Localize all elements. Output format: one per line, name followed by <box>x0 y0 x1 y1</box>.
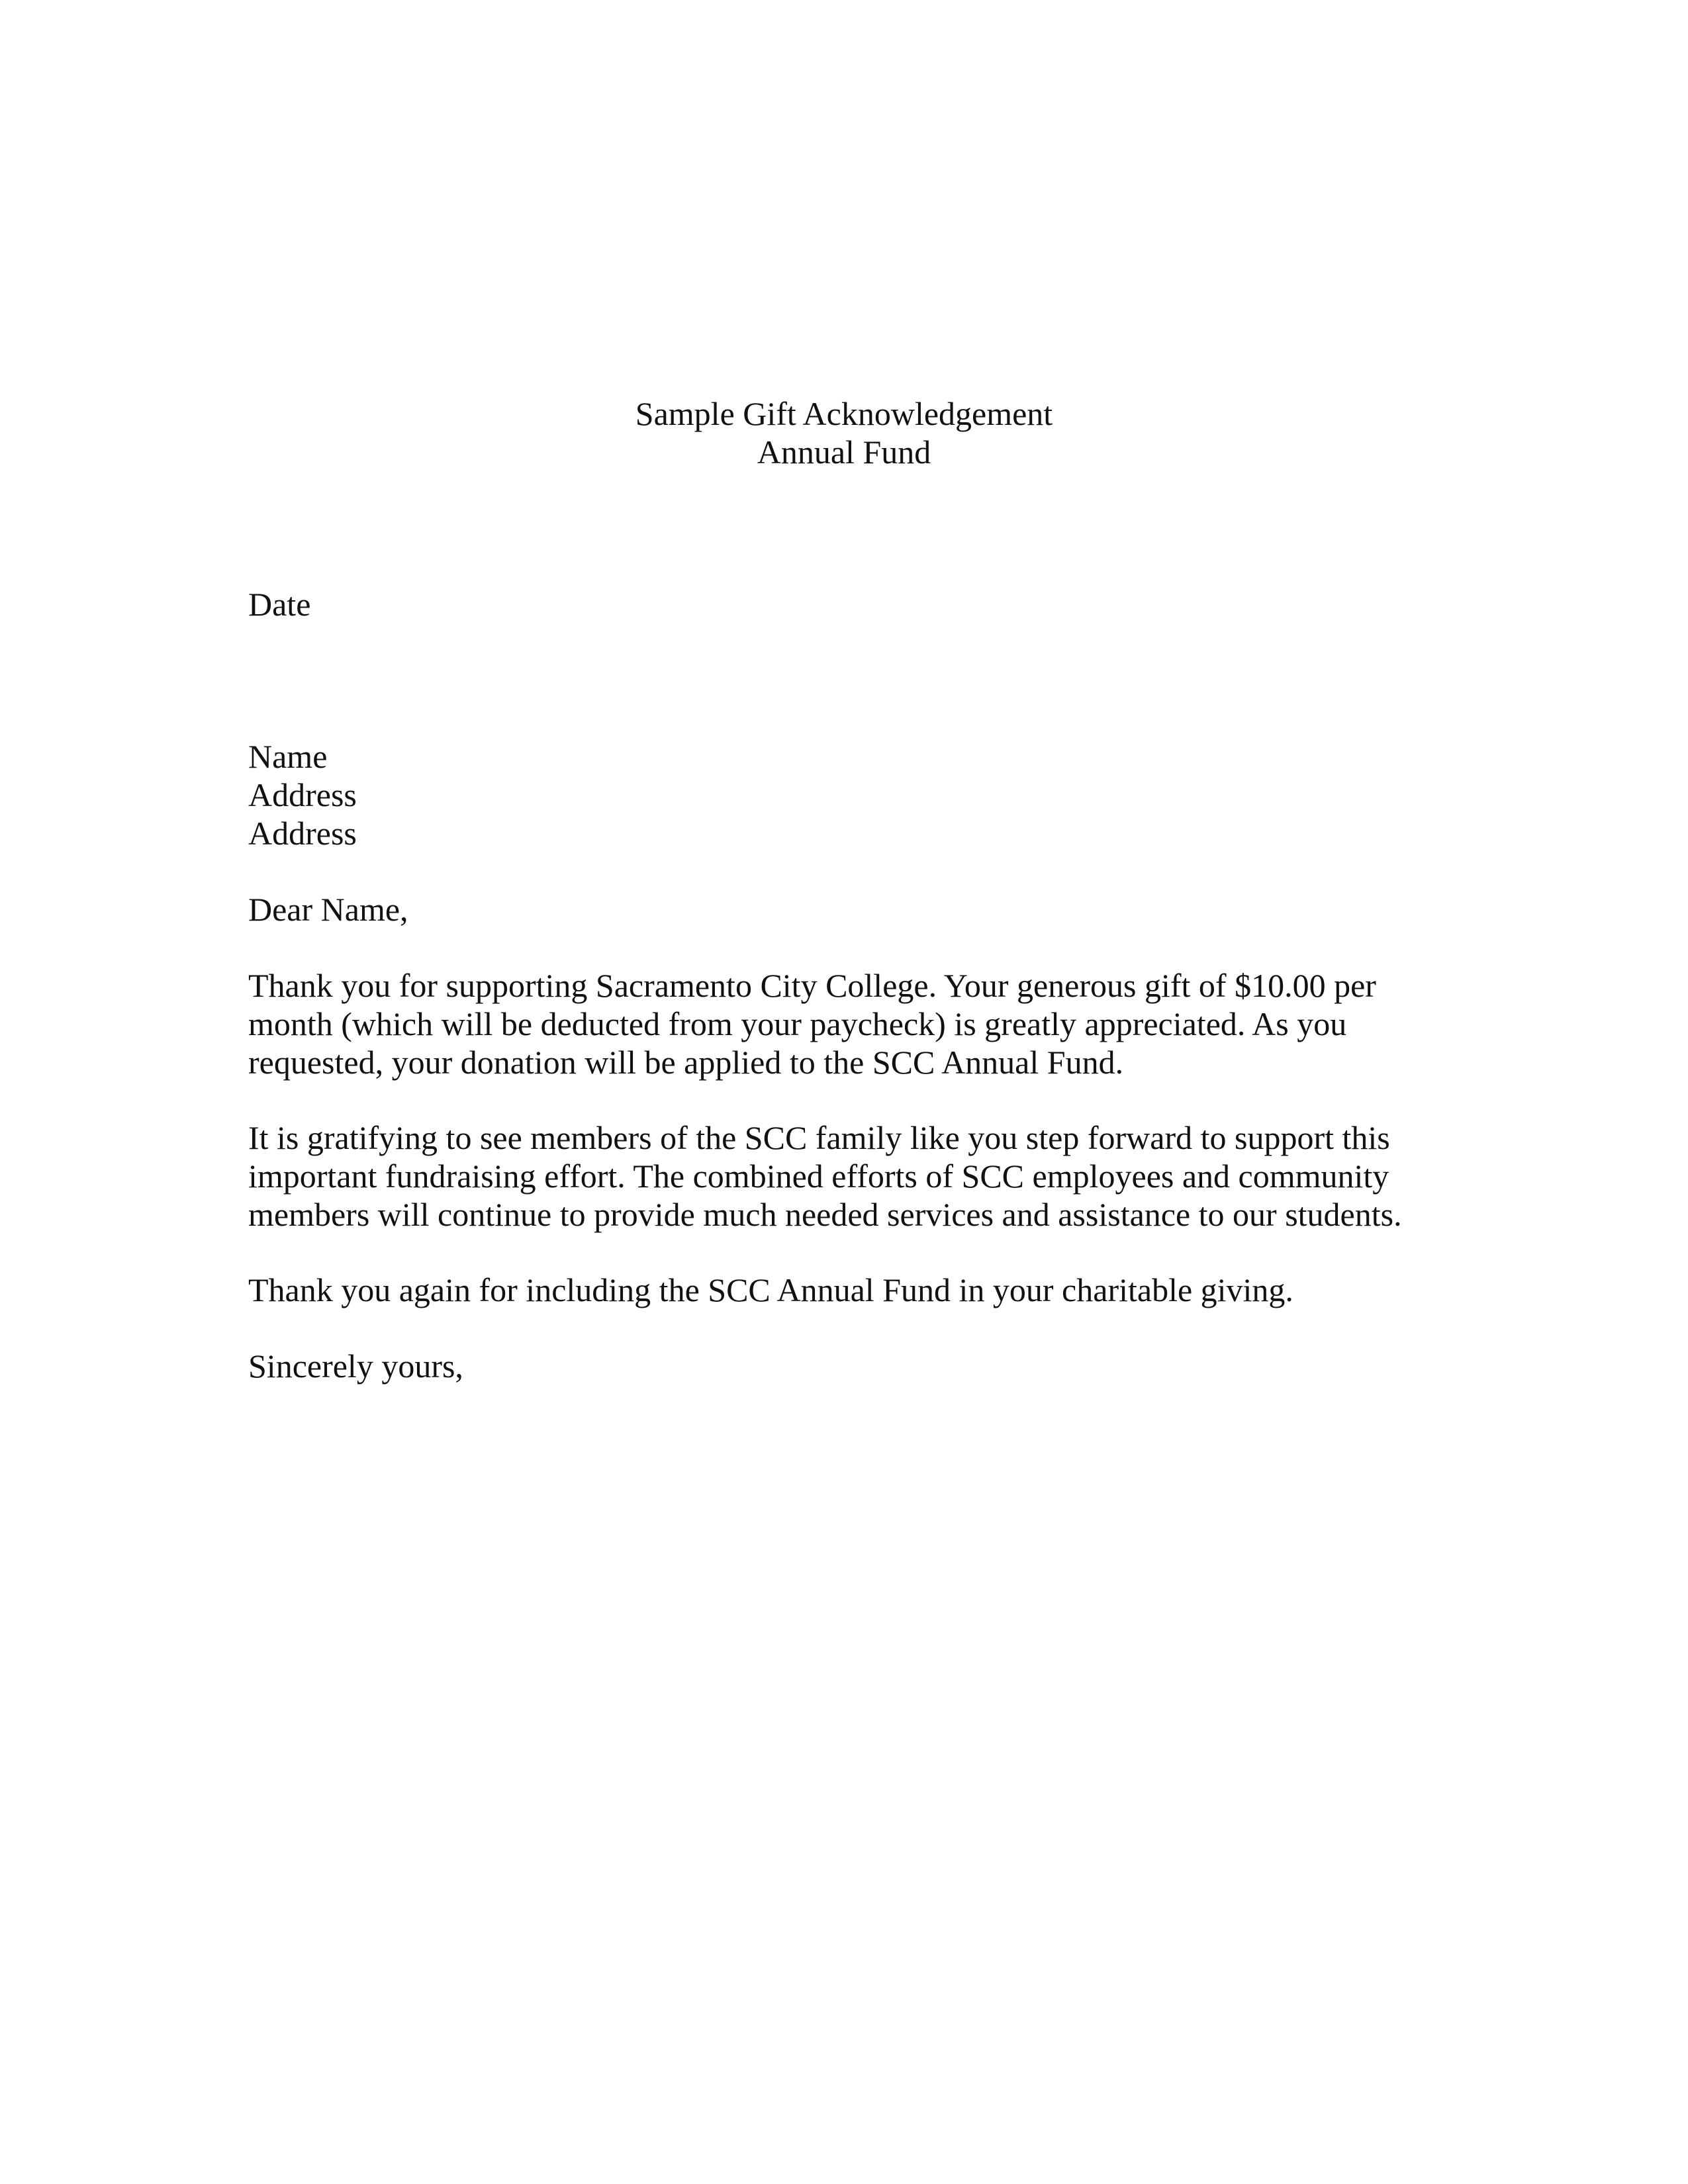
paragraph-closing-thanks <box>248 1271 1440 1309</box>
paragraph-line: important fundraising effort. The combined efforts of SCC employees and community <box>248 1158 1389 1195</box>
date-block <box>248 585 1440 623</box>
salutation: Dear Name, <box>248 891 408 928</box>
recipient-name: Name <box>248 738 328 775</box>
paragraph-gratitude <box>248 1118 1440 1234</box>
paragraph-thank-you <box>248 966 1440 1081</box>
paragraph-line: month (which will be deducted from your paycheck) is greatly appreciated. As you <box>248 1005 1347 1042</box>
recipient-address-line-2: Address <box>248 815 357 852</box>
paragraph-line: members will continue to provide much needed services and assistance to our students. <box>248 1196 1402 1233</box>
recipient-address-block <box>248 737 1440 852</box>
letter-title-block <box>0 394 1688 471</box>
letter-subtitle: Annual Fund <box>757 433 931 471</box>
paragraph-line: It is gratifying to see members of the SCC family like you step forward to support this <box>248 1119 1390 1156</box>
letter-title: Sample Gift Acknowledgement <box>635 395 1053 432</box>
paragraph-line: Thank you again for including the SCC Annual Fund in your charitable giving. <box>248 1271 1293 1308</box>
closing-block <box>248 1347 1440 1385</box>
closing: Sincerely yours, <box>248 1347 463 1385</box>
recipient-address-line-1: Address <box>248 776 357 813</box>
letter-date: Date <box>248 586 311 623</box>
salutation-block <box>248 890 1440 929</box>
paragraph-line: Thank you for supporting Sacramento City College. Your generous gift of $10.00 per <box>248 967 1376 1004</box>
paragraph-line: requested, your donation will be applied to the SCC Annual Fund. <box>248 1044 1124 1081</box>
